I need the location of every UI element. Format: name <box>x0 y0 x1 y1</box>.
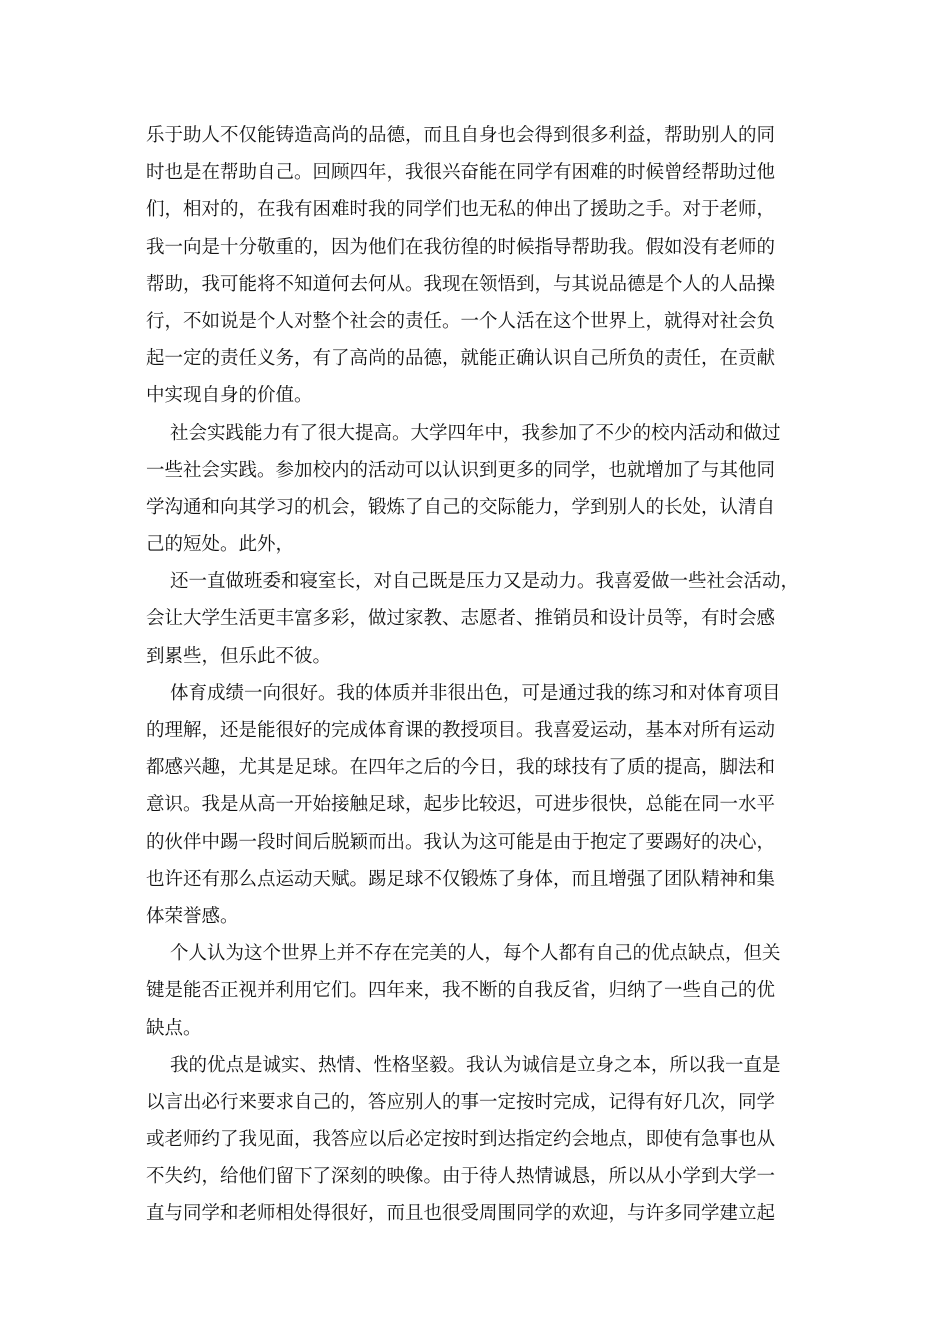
text-line: 或老师约了我见面，我答应以后必定按时到达指定约会地点，即使有急事也从 <box>146 1129 776 1151</box>
text-line: 中实现自身的价值。 <box>146 385 313 407</box>
text-line: 以言出必行来要求自己的，答应别人的事一定按时完成，记得有好几次，同学 <box>146 1091 776 1113</box>
text-line: 键是能否正视并利用它们。四年来，我不断的自我反省，归纳了一些自己的优 <box>146 980 776 1002</box>
text-line: 直与同学和老师相处得很好，而且也很受周围同学的欢迎，与许多同学建立起 <box>146 1203 776 1225</box>
text-line: 的理解，还是能很好的完成体育课的教授项目。我喜爱运动，基本对所有运动 <box>146 720 776 741</box>
text-line: 个人认为这个世界上并不存在完美的人，每个人都有自己的优点缺点，但关 <box>170 943 781 965</box>
text-line: 不失约，给他们留下了深刻的映像。由于待人热情诚恳，所以从小学到大学一 <box>146 1166 776 1188</box>
text-line: 一些社会实践。参加校内的活动可以认识到更多的同学，也就增加了与其他同 <box>146 459 776 481</box>
text-line: 体育成绩一向很好。我的体质并非很出色，可是通过我的练习和对体育项目 <box>170 682 781 704</box>
text-line: 到累些，但乐此不彼。 <box>146 645 332 667</box>
text-line: 学沟通和向其学习的机会，锻炼了自己的交际能力，学到别人的长处，认清自 <box>146 496 776 518</box>
text-line: 们，相对的，在我有困难时我的同学们也无私的伸出了援助之手。对于老师， <box>146 199 776 221</box>
text-line: 时也是在帮助自己。回顾四年，我很兴奋能在同学有困难的时候曾经帮助过他 <box>146 162 776 184</box>
text-line: 乐于助人不仅能铸造高尚的品德，而且自身也会得到很多利益，帮助别人的同 <box>146 125 776 146</box>
text-line: 起一定的责任义务，有了高尚的品德，就能正确认识自己所负的责任，在贡献 <box>146 348 776 370</box>
text-line: 还一直做班委和寝室长，对自己既是压力又是动力。我喜爱做一些社会活动， <box>170 571 800 593</box>
text-line: 缺点。 <box>146 1017 202 1039</box>
text-line: 行，不如说是个人对整个社会的责任。一个人活在这个世界上，就得对社会负 <box>146 310 776 332</box>
text-line: 我一向是十分敬重的，因为他们在我彷徨的时候指导帮助我。假如没有老师的 <box>146 236 776 258</box>
text-line: 帮助，我可能将不知道何去何从。我现在领悟到，与其说品德是个人的人品操 <box>146 273 776 295</box>
text-line: 我的优点是诚实、热情、性格坚毅。我认为诚信是立身之本，所以我一直是 <box>170 1054 781 1076</box>
text-line: 己的短处。此外， <box>146 534 295 556</box>
text-line: 社会实践能力有了很大提高。大学四年中，我参加了不少的校内活动和做过 <box>170 422 781 444</box>
text-line: 会让大学生活更丰富多彩，做过家教、志愿者、推销员和设计员等，有时会感 <box>146 608 776 630</box>
text-line: 都感兴趣，尤其是足球。在四年之后的今日，我的球技有了质的提高，脚法和 <box>146 757 776 779</box>
text-line: 体荣誉感。 <box>146 905 239 927</box>
text-line: 意识。我是从高一开始接触足球，起步比较迟，可进步很快，总能在同一水平 <box>146 794 776 816</box>
document-body <box>146 117 816 1233</box>
text-line: 的伙伴中踢一段时间后脱颖而出。我认为这可能是由于抱定了要踢好的决心， <box>146 831 776 853</box>
text-line: 也许还有那么点运动天赋。踢足球不仅锻炼了身体，而且增强了团队精神和集 <box>146 868 776 890</box>
